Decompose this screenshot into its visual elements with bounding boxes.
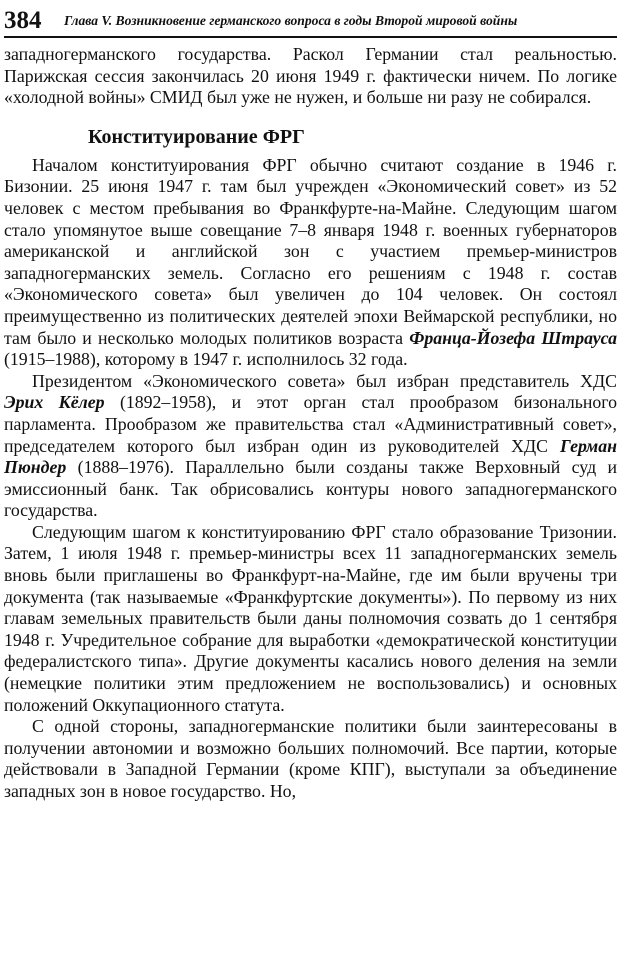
paragraph-2-text-b: (1915–1988), которому в 1947 г. исполнилось 32 года. xyxy=(4,349,408,370)
running-title: Глава V. Возникновение германского вопроса в годы Второй мировой войны xyxy=(64,13,518,28)
paragraph-1: западногерманского государства. Раскол Германии стал реальностью. Парижская сессия закончилась 20 июня 1949 г. фактически ничем. По логике «холодной войны» СМИД был уже не нужен, и больше ни разу не собирался. xyxy=(4,44,617,108)
paragraph-3 xyxy=(4,371,617,522)
paragraph-3-text-c: (1888–1976). Параллельно были созданы также Верховный суд и эмиссионный банк. Так обрисовались контуры нового западногерманского государства. xyxy=(4,457,617,521)
page-body xyxy=(4,44,617,803)
page-number: 384 xyxy=(4,7,42,34)
paragraph-5: С одной стороны, западногерманские политики были заинтересованы в получении автономии и возможно больших полномочий. Все партии, которые действовали в Западной Германии (кроме КПГ), выступали за объединение западных зон в новое государство. Но, xyxy=(4,716,617,801)
person-name-strauss: Франца-Йозефа Штрауса xyxy=(409,327,617,348)
paragraph-3-text-b: (1892–1958), и этот орган стал прообразом бизонального парламента. Прообразом же правительства стал «Административный совет», председателем которого был избран один из руководителей ХДС xyxy=(4,392,617,456)
paragraph-3-text-a: Президентом «Экономического совета» был избран представитель ХДС xyxy=(32,370,617,391)
person-name-puender: Герман Пюндер xyxy=(4,435,617,478)
page-header xyxy=(4,6,617,38)
paragraph-2 xyxy=(4,155,617,371)
paragraph-4: Следующим шагом к конституированию ФРГ стало образование Тризонии. Затем, 1 июля 1948 г. премьер-министры всех 11 западногерманских земель вновь были приглашены во Франкфурт-на-Майне, где им были вручены три документа (так называемые «Франкфуртские документы»). По первому из них главам земельных правительств были даны полномочия созвать до 1 сентября 1948 г. Учредительное собрание для выработки «демократической конституции федералистского типа». Другие документы касались нового деления на земли (немецкие политики этим предложением не воспользовались) и основных положений Оккупационного статута. xyxy=(4,521,617,715)
section-heading: Конституирование ФРГ xyxy=(88,125,305,148)
paragraph-2-text-a: Началом конституирования ФРГ обычно считают создание в 1946 г. Бизонии. 25 июня 1947 г. там был учрежден «Экономический совет» из 52 человек с местом пребывания во Франкфурте-на-Майне. Следующим шагом стало упомянутое выше совещание 7–8 января 1948 г. военных губернаторов американской и английской зон с участием премьер-министров западногерманских земель. Согласно его решениям с 1948 г. состав «Экономического совета» был увеличен до 104 человек. Он состоял преимущественно из политических деятелей эпохи Веймарской республики, но там было и несколько молодых политиков возраста xyxy=(4,154,617,348)
person-name-koehler: Эрих Кёлер xyxy=(4,392,105,413)
